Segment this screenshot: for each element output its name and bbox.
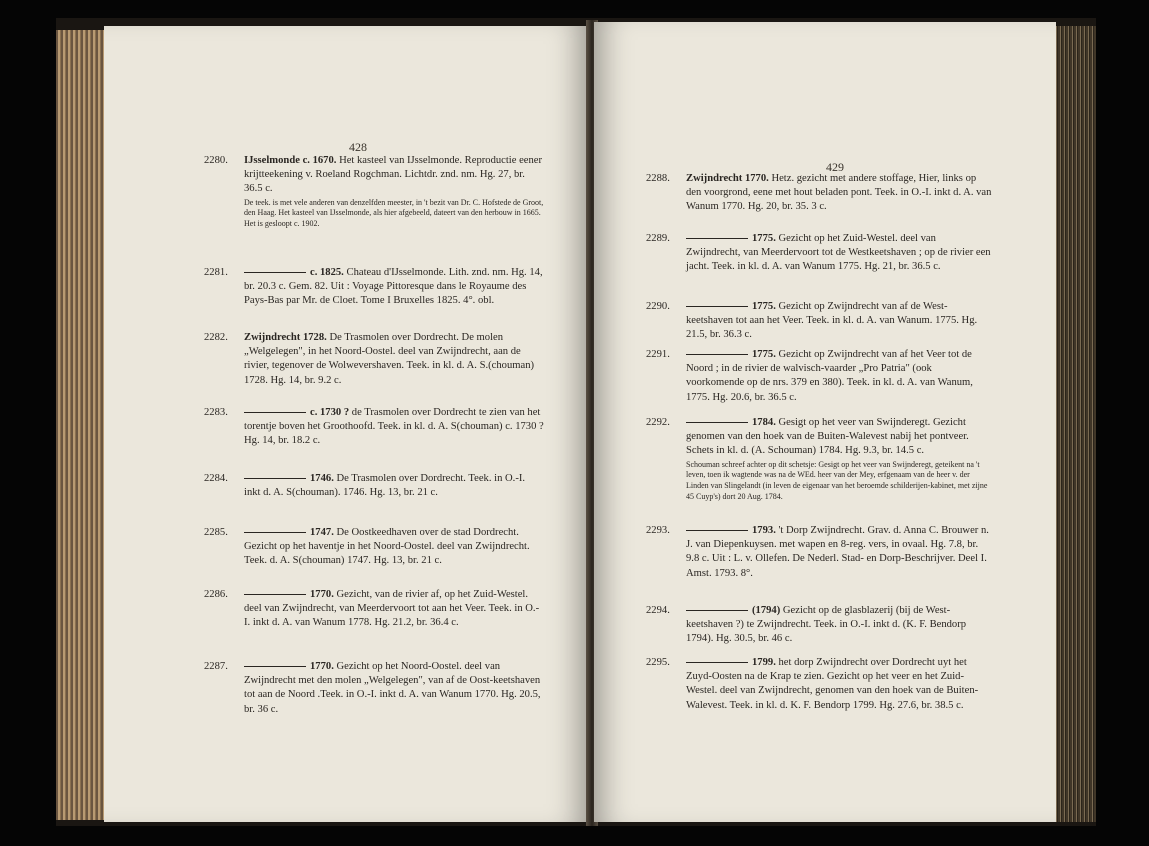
ditto-rule bbox=[686, 530, 748, 531]
catalog-entry-right bbox=[646, 232, 992, 275]
catalog-entry-left bbox=[204, 588, 544, 631]
entry-text: Gezicht op de glasblazerij (bij de West-keetshaven ?) te Zwijndrecht. Teek. in O.-I. inkt d. (K. F. Bendorp 1794). Hg. 30.5, br. 46 c. bbox=[686, 605, 967, 645]
entry-date: 1775. bbox=[752, 233, 776, 244]
page-edges-right bbox=[1050, 26, 1096, 822]
entry-number: 2284. bbox=[204, 473, 228, 484]
page-number-left: 428 bbox=[349, 140, 367, 154]
entry-number: 2285. bbox=[204, 527, 228, 538]
ditto-rule bbox=[244, 412, 306, 413]
entry-number: 2290. bbox=[646, 301, 670, 312]
entry-date: 1770. bbox=[310, 589, 334, 600]
ditto-rule bbox=[244, 666, 306, 667]
entry-note: De teek. is met vele anderen van denzelfden meester, in 't bezit van Dr. C. Hofstede de Groot, den Haag. Het kasteel van IJsselmonde, als hier afgebeeld, dateert van den herbouw in 1665. Het is gesloopt c. 1902. bbox=[244, 197, 544, 229]
entry-date: 1747. bbox=[310, 527, 334, 538]
entry-date: 1775. bbox=[752, 349, 776, 360]
entry-number: 2295. bbox=[646, 657, 670, 668]
ditto-rule bbox=[244, 594, 306, 595]
catalog-entry-right bbox=[646, 524, 992, 581]
ditto-rule bbox=[244, 532, 306, 533]
entry-text: De Trasmolen over Dordrecht. Teek. in O.-I. inkt d. A. S(chouman). 1746. Hg. 13, br. 21 c. bbox=[244, 473, 526, 499]
entry-number: 2280. bbox=[204, 155, 228, 166]
ditto-rule bbox=[244, 478, 306, 479]
catalog-entry-left bbox=[204, 154, 544, 230]
page-edges-left bbox=[56, 30, 110, 820]
entry-number: 2294. bbox=[646, 605, 670, 616]
entry-text: Het kasteel van IJsselmonde. Reproductie eener krijtteekening v. Roeland Rogchman. Lichtdr. znd. nm. Hg. 27, br. 36.5 c. bbox=[244, 155, 543, 195]
entry-number: 2293. bbox=[646, 525, 670, 536]
entry-number: 2288. bbox=[646, 173, 670, 184]
entry-number: 2282. bbox=[204, 332, 228, 343]
entry-text: Gezicht op het Zuid-Westel. deel van Zwijndrecht, van Meerdervoort tot de Westkeetshaven ; op de rivier een jacht. Teek. in kl. d. A. van Wanum 1775. Hg. 21, br. 36.5 c. bbox=[686, 233, 991, 273]
entry-number: 2289. bbox=[646, 233, 670, 244]
entry-text: Gezicht op Zwijndrecht van af de West-keetshaven tot aan het Veer. Teek. in kl. d. A. van Wanum. 1775. Hg. 21.5, br. 36.3 c. bbox=[686, 301, 978, 341]
entry-date: 1775. bbox=[752, 301, 776, 312]
entry-date: c. 1825. bbox=[310, 267, 344, 278]
entry-text: de Trasmolen over Dordrecht te zien van het torentje boven het Groothoofd. Teek. in kl. d. A. S(chouman) c. 1730 ? Hg. 14, br. 18.2 c. bbox=[244, 407, 544, 447]
right-page bbox=[594, 22, 1056, 822]
entry-text: Chateau d'IJsselmonde. Lith. znd. nm. Hg. 14, br. 20.3 c. Gem. 82. Uit : Voyage Pittoresque dans le Royaume des Pays-Bas par Mr. de Cloet. Tome I Bruxelles 1825. 4°. obl. bbox=[244, 267, 543, 307]
entry-date: 1784. bbox=[752, 417, 776, 428]
entry-text: Hetz. gezicht met andere stoffage, Hier, links op den voorgrond, eene met hout beladen pont. Teek. in O.-I. inkt d. A. van Wanum 1770. Hg. 20, br. 35. 3 c. bbox=[686, 173, 992, 213]
entry-text: het dorp Zwijndrecht over Dordrecht uyt het Zuyd-Oosten na de Krap te zien. Gezicht op het veer en het Zuid-Westel. deel van Zwijndrecht, genomen van den hoek van de Buiten-Walevest. Teek. in kl. d. K. F. Bendorp 1799. Hg. 27.6, br. 38.5 c. bbox=[686, 657, 979, 711]
entry-number: 2287. bbox=[204, 661, 228, 672]
entry-text: Gezicht op het Noord-Oostel. deel van Zwijndrecht met den molen „Welgelegen", van af de Oost-keetshaven tot aan de Noord .Teek. in O.-I. inkt d. A. van Wanum 1770. Hg. 20.5, br. 36 c. bbox=[244, 661, 541, 715]
entry-date: 1770. bbox=[310, 661, 334, 672]
ditto-rule bbox=[686, 306, 748, 307]
catalog-entry-left bbox=[204, 331, 544, 388]
page-number-right: 429 bbox=[826, 160, 844, 174]
entry-title: Zwijndrecht 1728. bbox=[244, 332, 327, 343]
entry-number: 2283. bbox=[204, 407, 228, 418]
catalog-entry-right bbox=[646, 604, 992, 647]
entry-text: Gezicht op Zwijndrecht van af het Veer tot de Noord ; in de rivier de walvisch-vaarder „Pro Patria" (ook voorkomende op de nrs. 379 en 380). Teek. in kl. d. A. van Wanum, 1775. Hg. 20.6, br. 36.5 c. bbox=[686, 349, 973, 403]
ditto-rule bbox=[686, 354, 748, 355]
catalog-entry-right bbox=[646, 348, 992, 405]
catalog-entry-right bbox=[646, 172, 992, 215]
catalog-entry-right bbox=[646, 656, 992, 713]
entry-text: 't Dorp Zwijndrecht. Grav. d. Anna C. Brouwer n. J. van Diepenkuysen. met wapen en 8-reg. vers, in ovaal. Hg. 7.8, br. 9.8 c. Uit : L. v. Ollefen. De Nederl. Stad- en Dorp-Beschrijver. Deel I. Amst. 1793. 8°. bbox=[686, 525, 989, 579]
entry-title: IJsselmonde c. 1670. bbox=[244, 155, 337, 166]
catalog-entry-left bbox=[204, 406, 544, 449]
entry-text: De Oostkeedhaven over de stad Dordrecht. Gezicht op het haventje in het Noord-Oostel. deel van Zwijndrecht. Teek. d. A. S(chouman) 1747. Hg. 13, br. 21 c. bbox=[244, 527, 530, 567]
catalog-entry-right bbox=[646, 300, 992, 343]
entry-date: (1794) bbox=[752, 605, 781, 616]
entry-text: Gezicht, van de rivier af, op het Zuid-Westel. deel van Zwijndrecht, van Meerdervoort tot aan het Veer. Teek. in O.-I. inkt d. A. van Wanum 1778. Hg. 21.2, br. 36.4 c. bbox=[244, 589, 540, 629]
entry-number: 2281. bbox=[204, 267, 228, 278]
entry-note: Schouman schreef achter op dit schetsje: Gesigt op het veer van Swijnderegt, geteikent na 't leven, toen ik wagtende was na de WEd. heer van der Mey, erfgenaam van de heer v. der Linden van Slingelandt (in leven de eigenaar van het beroemde schilderijen-kabinet, met zijne 45 Cuyp's) dort 20 Aug. 1784. bbox=[686, 459, 988, 501]
entry-text: Gesigt op het veer van Swijnderegt. Gezicht genomen van den hoek van de Buiten-Walevest nabij het pontveer. Schets in kl. d. (A. Schouman) 1784. Hg. 9.3, br. 14.5 c. bbox=[686, 417, 969, 457]
catalog-entry-right bbox=[646, 416, 992, 503]
entry-number: 2286. bbox=[204, 589, 228, 600]
entry-date: 1746. bbox=[310, 473, 334, 484]
entry-date: 1799. bbox=[752, 657, 776, 668]
left-page bbox=[104, 26, 589, 822]
catalog-entry-left bbox=[204, 526, 544, 569]
catalog-entry-left bbox=[204, 266, 544, 309]
entry-text: De Trasmolen over Dordrecht. De molen „Welgelegen", in het Noord-Oostel. deel van Zwijndrecht, aan de rivier, tegenover de Wolwevershaven. Teek. in kl. d. A. S.(chouman) 1728. Hg. 14, br. 9.2 c. bbox=[244, 332, 535, 386]
entry-date: 1793. bbox=[752, 525, 776, 536]
entry-date: c. 1730 ? bbox=[310, 407, 350, 418]
entry-title: Zwijndrecht 1770. bbox=[686, 173, 769, 184]
catalog-entry-left bbox=[204, 660, 544, 717]
entry-number: 2292. bbox=[646, 417, 670, 428]
ditto-rule bbox=[686, 238, 748, 239]
ditto-rule bbox=[686, 422, 748, 423]
entry-number: 2291. bbox=[646, 349, 670, 360]
ditto-rule bbox=[244, 272, 306, 273]
catalog-entry-left bbox=[204, 472, 544, 500]
ditto-rule bbox=[686, 610, 748, 611]
ditto-rule bbox=[686, 662, 748, 663]
